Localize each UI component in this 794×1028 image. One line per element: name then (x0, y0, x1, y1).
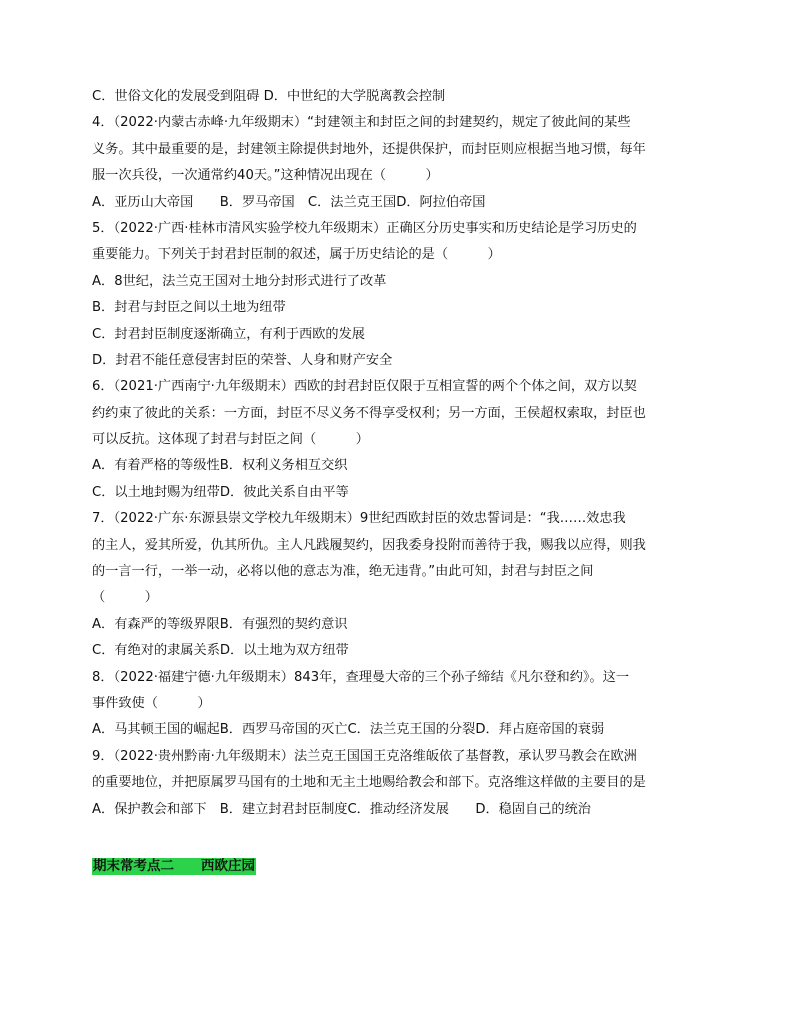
question-5-stem: 5．（2022·广西·桂林市清风实验学校九年级期末）正确区分历史事实和历史结论是学习历史的 (92, 220, 637, 236)
section-title: 期末常考点二 西欧庄园 (93, 857, 255, 874)
text-line: 事件致使（ ） (92, 695, 211, 711)
text-line: 服一次兵役，一次通常约40天。”这种情况出现在（ ） (92, 168, 439, 184)
question-7-stem: 7．（2022·广东·东源县崇文学校九年级期末）9世纪西欧封臣的效忠誓词是：“我……效忠我 (92, 511, 626, 527)
text-line: 约约束了彼此的关系：一方面，封臣不尽义务不得享受权利；另一方面，王侯超权索取，封臣也 (92, 405, 646, 421)
document-page (92, 88, 712, 875)
option-a: A．8世纪，法兰克王国对土地分封形式进行了改革 (92, 273, 387, 289)
question-4-stem: 4．（2022·内蒙古赤峰·九年级期末）“封建领主和封臣之间的封建契约，规定了彼此间的某些 (92, 115, 631, 131)
text-line: 的一言一行，一举一动，必将以他的意志为准，绝无违背。”由此可知，封君与封臣之间 (92, 564, 594, 580)
question-7-options-cd: C．有绝对的隶属关系D．以土地为双方纽带 (92, 643, 349, 659)
question-8-options: A．马其顿王国的崛起B．西罗马帝国的灭亡C．法兰克王国的分裂D．拜占庭帝国的衰弱 (92, 722, 605, 738)
text-line: 重要能力。下列关于封君封臣制的叙述，属于历史结论的是（ ） (92, 247, 501, 263)
text-line: 义务。其中最重要的是，封建领主除提供封地外，还提供保护，而封臣则应根据当地习惯，每年 (92, 141, 646, 157)
text-line: 的重要地位，并把原属罗马国有的土地和无主土地赐给教会和部下。克洛维这样做的主要目的是 (92, 775, 646, 791)
question-9-options: A．保护教会和部下 B．建立封君封臣制度C．推动经济发展 D．稳固自己的统治 (92, 801, 591, 817)
question-6-options-ab: A．有着严格的等级性B．权利义务相互交织 (92, 458, 348, 474)
question-6-options-cd: C．以土地封赐为纽带D．彼此关系自由平等 (92, 484, 349, 500)
question-6-stem: 6．（2021·广西南宁·九年级期末）西欧的封君封臣仅限于互相宣誓的两个个体之间，双方以契 (92, 379, 637, 395)
text-line: C．世俗文化的发展受到阻碍 D．中世纪的大学脱离教会控制 (92, 89, 446, 104)
question-9-stem: 9．（2022·贵州黔南·九年级期末）法兰克王国国王克洛维皈依了基督教，承认罗马教会在欧洲 (92, 748, 637, 764)
option-c: C．封君封臣制度逐渐确立，有利于西欧的发展 (92, 326, 365, 342)
text-line: 可以反抗。这体现了封君与封臣之间（ ） (92, 432, 369, 448)
answer-blank: （ ） (92, 590, 158, 606)
option-d: D．封君不能任意侵害封臣的荣誉、人身和财产安全 (92, 352, 393, 368)
question-8-stem: 8．（2022·福建宁德·九年级期末）843年，查理曼大帝的三个孙子缔结《凡尔登和约》。这一 (92, 669, 630, 685)
question-7-options-ab: A．有森严的等级界限B．有强烈的契约意识 (92, 616, 348, 632)
question-4-options: A．亚历山大帝国 B．罗马帝国 C．法兰克王国D．阿拉伯帝国 (92, 194, 486, 210)
option-b: B．封君与封臣之间以土地为纽带 (92, 300, 286, 316)
text-line: 的主人，爱其所爱，仇其所仇。主人凡践履契约，因我委身投附而善待于我，赐我以应得，则我 (92, 537, 646, 553)
